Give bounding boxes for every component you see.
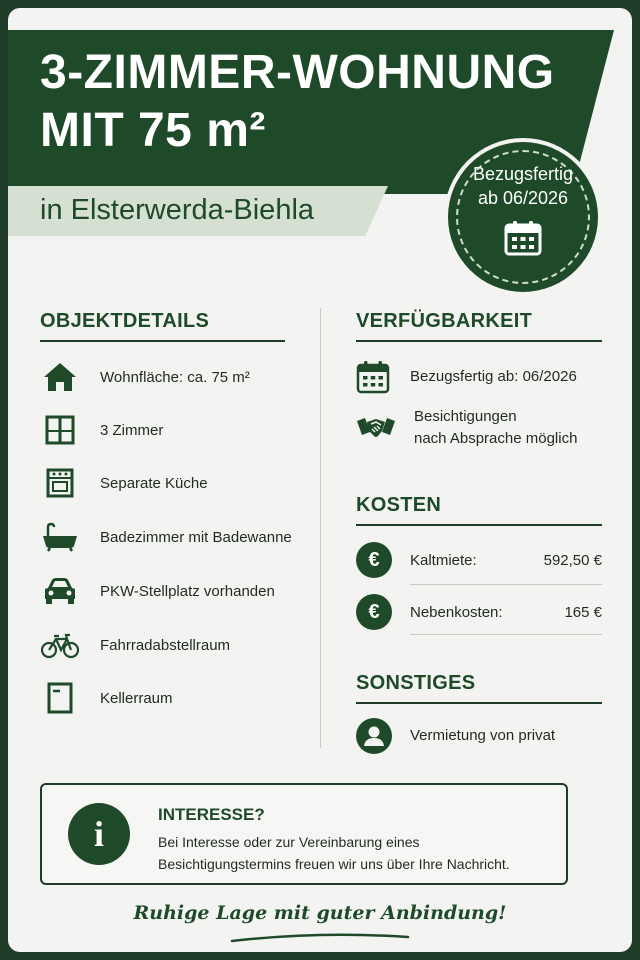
calendar-icon	[504, 220, 542, 256]
availability-label-line-1: Besichtigungen	[414, 408, 517, 425]
detail-label: Fahrradabstellraum	[100, 636, 231, 654]
cost-item-kaltmiete	[356, 540, 602, 580]
door-icon	[40, 682, 80, 714]
section-heading-kosten: KOSTEN	[356, 494, 442, 516]
interest-title: INTERESSE?	[158, 805, 265, 824]
cost-divider	[410, 634, 602, 635]
cost-label: Nebenkosten:	[410, 603, 503, 621]
availability-label-line-2: nach Absprache möglich	[414, 430, 578, 447]
flyer-card	[8, 8, 632, 952]
interest-text	[158, 831, 558, 875]
section-divider	[356, 524, 602, 526]
bathtub-icon	[40, 522, 80, 552]
detail-item-stellplatz	[40, 574, 275, 608]
detail-item-wohnflaeche	[40, 360, 250, 394]
interest-text-line-2: Besichtigungstermins freuen wir uns über Ihre Nachricht.	[158, 856, 510, 872]
info-icon: i	[68, 803, 130, 865]
availability-label: Bezugsfertig ab: 06/2026	[410, 368, 577, 385]
cost-value: 165 €	[564, 603, 602, 621]
detail-item-fahrrad	[40, 628, 231, 662]
availability-label	[414, 406, 577, 450]
detail-label: Badezimmer mit Badewanne	[100, 528, 292, 546]
cost-item-nebenkosten	[356, 592, 602, 632]
detail-item-keller	[40, 681, 173, 715]
detail-item-zimmer	[40, 413, 164, 447]
detail-label: Kellerraum	[100, 689, 173, 707]
cost-value: 592,50 €	[543, 551, 602, 569]
badge-line-1: Bezugsfertig	[472, 164, 574, 184]
section-heading-sonstiges: SONSTIGES	[356, 672, 476, 694]
house-icon	[40, 361, 80, 393]
bicycle-icon	[40, 631, 80, 659]
detail-label: 3 Zimmer	[100, 421, 164, 439]
calendar-icon	[356, 360, 390, 394]
footer-slogan: Ruhige Lage mit guter Anbindung!	[133, 902, 507, 924]
window-icon	[40, 415, 80, 445]
other-label: Vermietung von privat	[410, 727, 556, 744]
detail-label: Wohnfläche: ca. 75 m²	[100, 368, 250, 386]
swoosh-underline	[230, 930, 410, 944]
section-divider	[40, 340, 285, 342]
detail-item-kueche	[40, 466, 208, 500]
cost-label: Kaltmiete:	[410, 551, 477, 569]
cost-divider	[410, 584, 602, 585]
stove-icon	[40, 468, 80, 498]
euro-icon: €	[356, 542, 392, 578]
detail-item-badezimmer	[40, 520, 292, 554]
interest-text-line-1: Bei Interesse oder zur Vereinbarung eines	[158, 834, 420, 850]
title-line-2: MIT 75 m²	[40, 104, 266, 157]
car-icon	[40, 576, 80, 606]
detail-label: PKW-Stellplatz vorhanden	[100, 582, 275, 600]
section-divider	[356, 340, 602, 342]
page-title	[40, 44, 555, 160]
location-subtitle: in Elsterwerda-Biehla	[40, 194, 315, 226]
availability-item-date	[356, 360, 577, 394]
availability-item-viewing	[356, 406, 577, 450]
interest-box	[40, 783, 568, 885]
section-divider	[356, 702, 602, 704]
badge-line-2: ab 06/2026	[477, 188, 569, 208]
handshake-icon	[356, 413, 396, 443]
person-icon	[356, 718, 392, 754]
other-item-private	[356, 718, 555, 754]
title-line-1: 3-ZIMMER-WOHNUNG	[40, 46, 555, 99]
availability-badge	[448, 142, 598, 292]
section-heading-objektdetails: OBJEKTDETAILS	[40, 310, 210, 332]
detail-label: Separate Küche	[100, 474, 208, 492]
column-divider	[320, 308, 321, 748]
euro-icon: €	[356, 594, 392, 630]
section-heading-verfuegbarkeit: VERFÜGBARKEIT	[356, 310, 533, 332]
